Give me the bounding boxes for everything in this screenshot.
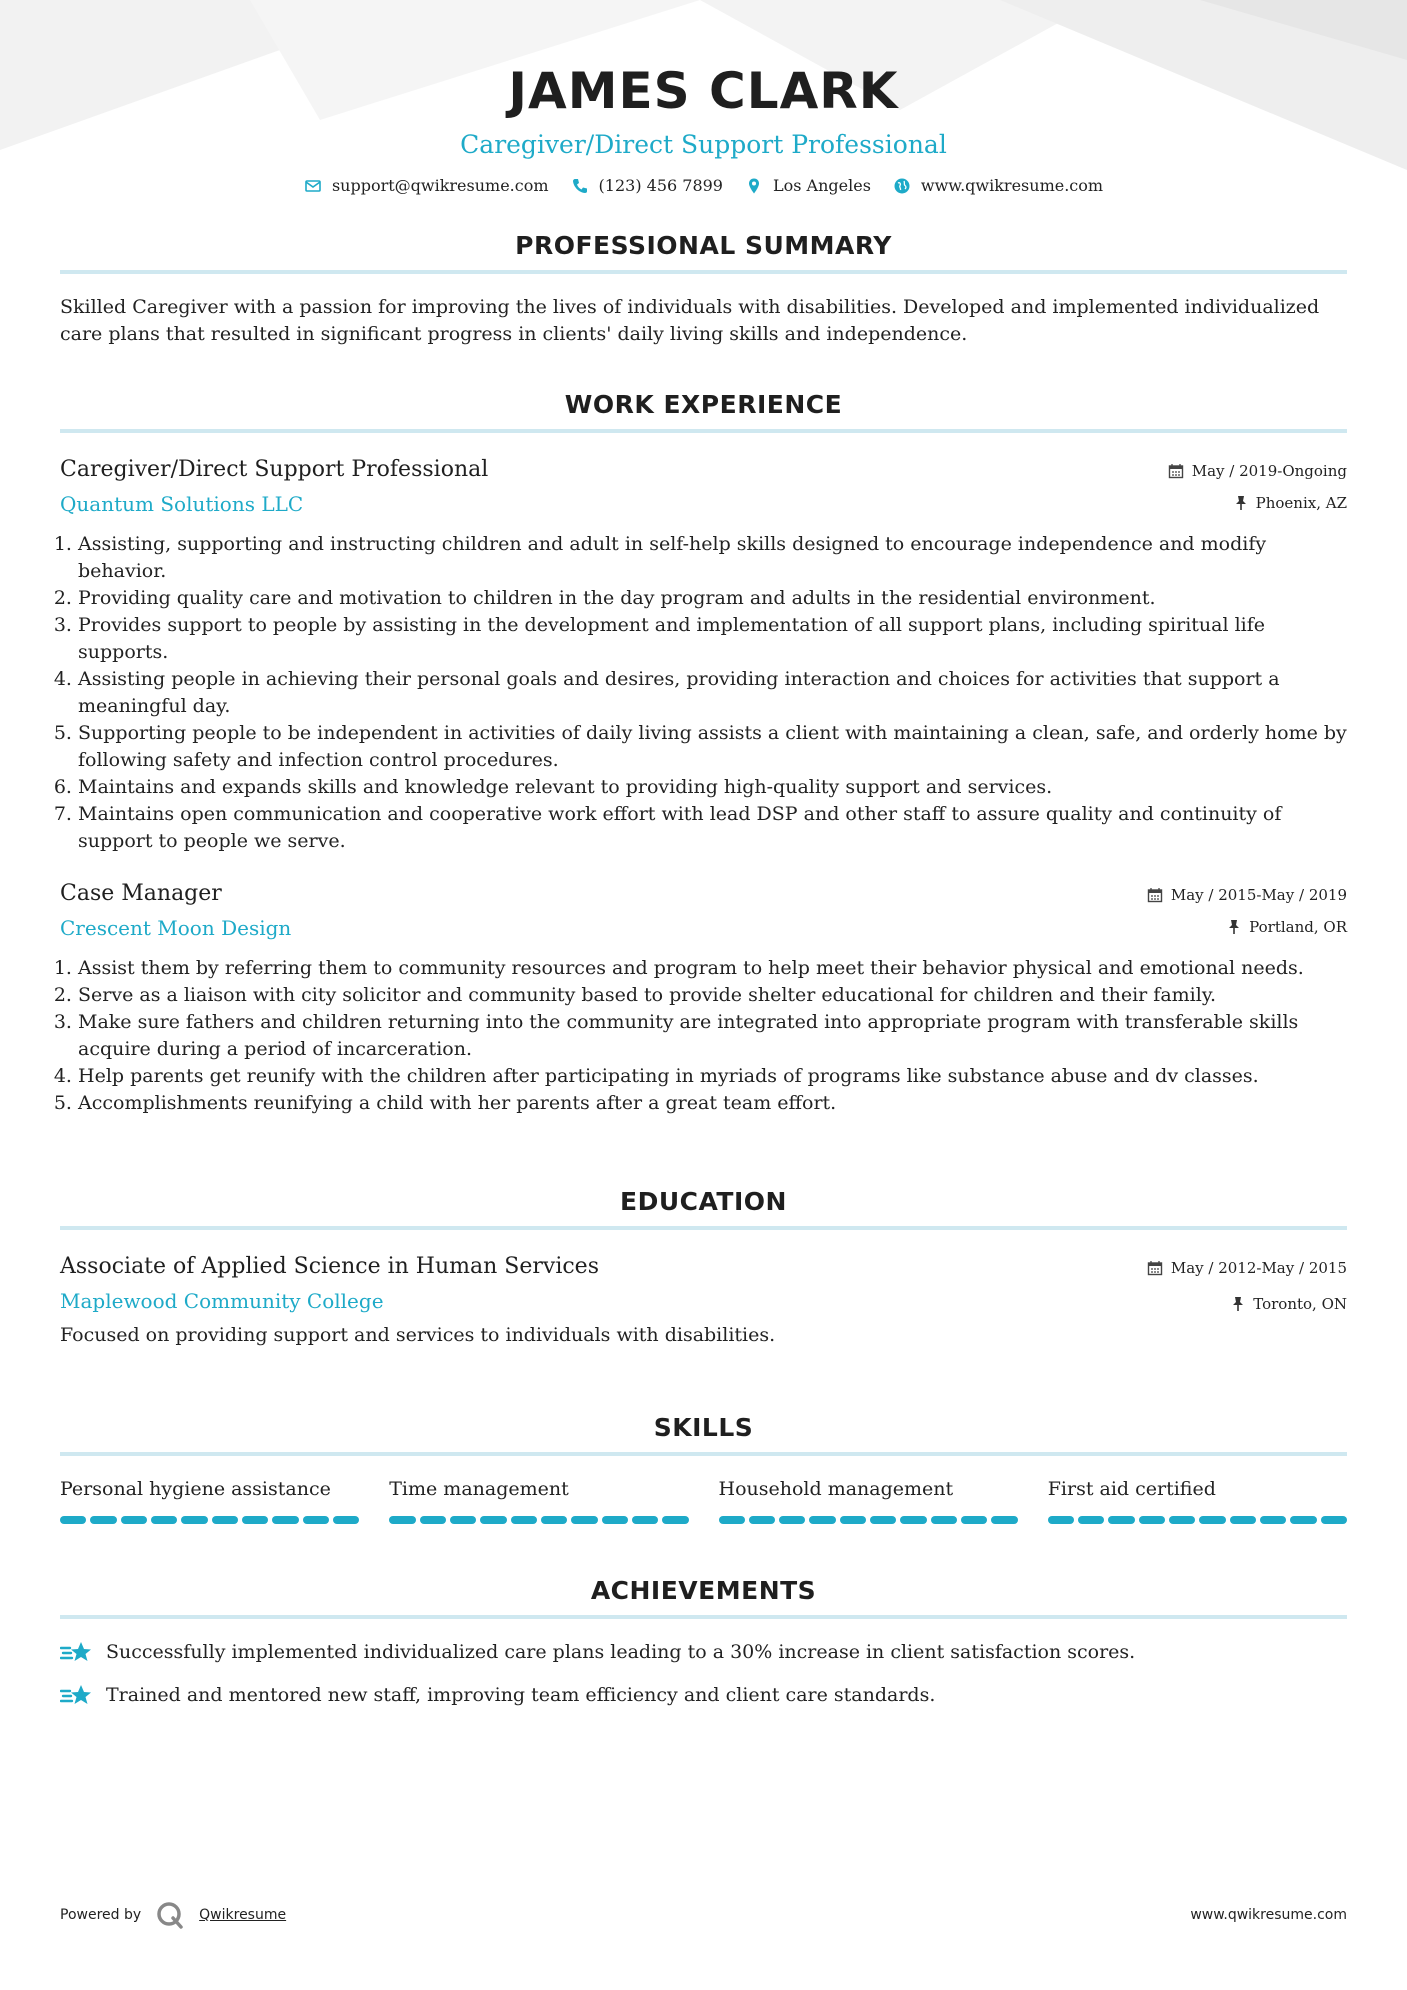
job-bullet: 1. Assisting, supporting and instructing children and adult in self-help skills designed to encourage independence and modify behavior. bbox=[78, 531, 1347, 585]
qwikresume-logo-icon bbox=[155, 1900, 185, 1930]
skill-name: Time management bbox=[389, 1478, 569, 1500]
resume-header bbox=[60, 0, 1347, 195]
calendar-icon bbox=[1147, 1260, 1163, 1276]
location-text: Los Angeles bbox=[772, 176, 871, 195]
job-location: Phoenix, AZ bbox=[1255, 494, 1347, 512]
achievements-section bbox=[60, 1576, 1347, 1708]
contact-phone[interactable] bbox=[571, 176, 723, 195]
globe-icon bbox=[893, 177, 911, 195]
job-date: May / 2019-Ongoing bbox=[1191, 462, 1347, 480]
job-date: May / 2015-May / 2019 bbox=[1170, 886, 1347, 904]
job-entry bbox=[60, 455, 1347, 855]
section-title-achievements: ACHIEVEMENTS bbox=[60, 1576, 1347, 1619]
summary-text: Skilled Caregiver with a passion for improving the lives of individuals with disabilities. Developed and implemented individualized care plans that resulted in significant progress in clients' daily living skills and independence. bbox=[60, 296, 1320, 345]
achievement-item bbox=[60, 1639, 1347, 1665]
job-company: Quantum Solutions LLC bbox=[60, 492, 304, 516]
job-bullet: 3. Make sure fathers and children returning into the community are integrated into appropriate program with transferable skills acquire during a period of incarceration. bbox=[78, 1009, 1347, 1063]
candidate-name: JAMES CLARK bbox=[508, 62, 899, 120]
school-name: Maplewood Community College bbox=[60, 1289, 384, 1313]
contact-bar bbox=[60, 176, 1347, 195]
pushpin-icon bbox=[1234, 495, 1248, 511]
skill-item bbox=[60, 1476, 359, 1524]
shooting-star-icon bbox=[60, 1639, 94, 1665]
phone-icon bbox=[571, 177, 589, 195]
education-entry bbox=[60, 1252, 1347, 1349]
skill-level-bar bbox=[60, 1516, 359, 1524]
achievement-item bbox=[60, 1682, 1347, 1708]
skill-item bbox=[389, 1476, 688, 1524]
envelope-icon bbox=[304, 177, 322, 195]
degree-title: Associate of Applied Science in Human Services bbox=[60, 1254, 599, 1279]
job-bullet: 3. Provides support to people by assisting in the development and implementation of all support plans, including spiritual life supports. bbox=[78, 612, 1347, 666]
calendar-icon bbox=[1147, 887, 1163, 903]
skill-level-bar bbox=[719, 1516, 1018, 1524]
calendar-icon bbox=[1168, 463, 1184, 479]
job-title: Case Manager bbox=[60, 881, 222, 906]
job-location: Portland, OR bbox=[1249, 918, 1347, 936]
section-title-skills: SKILLS bbox=[60, 1413, 1347, 1456]
shooting-star-icon bbox=[60, 1682, 94, 1708]
professional-summary-section bbox=[60, 231, 1347, 348]
job-bullet: 2. Serve as a liaison with city solicitor and community based to provide shelter educational for children and their family. bbox=[78, 982, 1347, 1009]
job-bullet: 5. Supporting people to be independent in activities of daily living assists a client with maintaining a clean, safe, and orderly home by following safety and infection control procedures. bbox=[78, 720, 1347, 774]
pushpin-icon bbox=[1227, 919, 1241, 935]
brand-link[interactable]: Qwikresume bbox=[199, 1907, 287, 1923]
skill-name: Personal hygiene assistance bbox=[60, 1478, 331, 1500]
job-bullet: 1. Assist them by referring them to community resources and program to help meet their behavior physical and emotional needs. bbox=[78, 955, 1347, 982]
skills-section bbox=[60, 1413, 1347, 1524]
education-section bbox=[60, 1187, 1347, 1349]
skill-item bbox=[719, 1476, 1018, 1524]
education-date: May / 2012-May / 2015 bbox=[1170, 1259, 1347, 1277]
contact-location bbox=[745, 176, 871, 195]
phone-text: (123) 456 7899 bbox=[598, 176, 723, 195]
job-company: Crescent Moon Design bbox=[60, 916, 292, 940]
job-bullet: 2. Providing quality care and motivation to children in the day program and adults in the residential environment. bbox=[78, 585, 1347, 612]
section-title-experience: WORK EXPERIENCE bbox=[60, 390, 1347, 433]
job-title: Caregiver/Direct Support Professional bbox=[60, 457, 489, 482]
job-bullet: 6. Maintains and expands skills and knowledge relevant to providing high-quality support and services. bbox=[78, 774, 1347, 801]
education-description: Focused on providing support and services to individuals with disabilities. bbox=[60, 1324, 776, 1346]
job-bullet: 4. Assisting people in achieving their personal goals and desires, providing interaction and choices for activities that support a meaningful day. bbox=[78, 666, 1347, 720]
footer-website[interactable]: www.qwikresume.com bbox=[1190, 1907, 1347, 1923]
work-experience-section bbox=[60, 390, 1347, 1117]
contact-email[interactable] bbox=[304, 176, 549, 195]
education-location: Toronto, ON bbox=[1253, 1295, 1347, 1313]
job-bullet: 4. Help parents get reunify with the children after participating in myriads of programs like substance abuse and dv classes. bbox=[78, 1063, 1347, 1090]
email-text: support@qwikresume.com bbox=[331, 176, 549, 195]
skill-level-bar bbox=[389, 1516, 688, 1524]
achievement-text: Trained and mentored new staff, improving team efficiency and client care standards. bbox=[106, 1684, 936, 1706]
page-footer bbox=[60, 1900, 1347, 1930]
section-title-education: EDUCATION bbox=[60, 1187, 1347, 1230]
powered-by-label: Powered by bbox=[60, 1907, 142, 1923]
skill-name: Household management bbox=[718, 1478, 954, 1500]
job-bullet: 5. Accomplishments reunifying a child with her parents after a great team effort. bbox=[78, 1090, 1347, 1117]
achievement-text: Successfully implemented individualized care plans leading to a 30% increase in client satisfaction scores. bbox=[106, 1641, 1136, 1663]
skill-name: First aid certified bbox=[1047, 1478, 1216, 1500]
section-title-summary: PROFESSIONAL SUMMARY bbox=[60, 231, 1347, 274]
job-bullets bbox=[60, 955, 1347, 1117]
skill-item bbox=[1048, 1476, 1347, 1524]
skill-level-bar bbox=[1048, 1516, 1347, 1524]
job-bullets bbox=[60, 531, 1347, 855]
job-bullet: 7. Maintains open communication and cooperative work effort with lead DSP and other staff to assure quality and continuity of support to people we serve. bbox=[78, 801, 1347, 855]
website-text: www.qwikresume.com bbox=[920, 176, 1104, 195]
map-pin-icon bbox=[745, 177, 763, 195]
pushpin-icon bbox=[1231, 1296, 1245, 1312]
candidate-role: Caregiver/Direct Support Professional bbox=[460, 130, 947, 159]
job-entry bbox=[60, 879, 1347, 1117]
contact-website[interactable] bbox=[893, 176, 1103, 195]
